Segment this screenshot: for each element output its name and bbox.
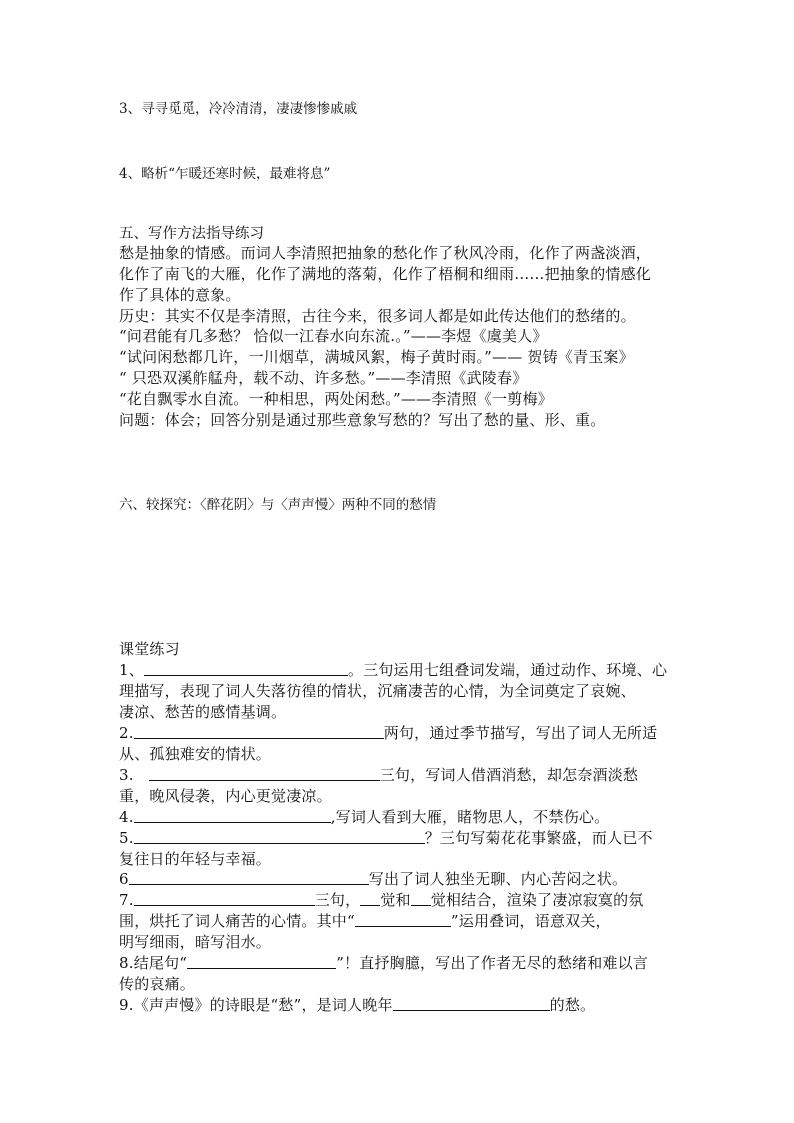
quote-line: “ 只恐双溪舴艋舟，载不动、许多愁。”——李清照《武陵春》 [119, 369, 528, 387]
exercise-number: 5. [119, 829, 134, 847]
exercise-7-cont: 围，烘托了词人痛苦的心情。其中“ ”运用叠词，语意双关， [119, 912, 611, 930]
exercise-3-cont: 重，晚风侵袭，内心更觉凄凉。 [119, 787, 332, 805]
exercise-2: 2. 两句，通过季节描写，写出了词人无所适 [119, 724, 658, 742]
exercise-number: 4. [119, 808, 134, 826]
exercise-9: 9.《声声慢》的诗眼是“愁”，是词人晚年 的愁。 [119, 996, 596, 1014]
answer-blank[interactable] [187, 954, 336, 969]
practice-title: 课堂练习 [119, 640, 180, 658]
exercise-1-cont: 凄凉、愁苦的感情基调。 [119, 703, 287, 721]
section-5-intro-line: 化作了南飞的大雁，化作了满地的落菊，化作了梧桐和细雨……把抽象的情感化 [119, 265, 652, 283]
exercise-7-cont: 明写细雨，暗写泪水。 [119, 933, 272, 951]
exercise-number: 1、 [119, 661, 144, 679]
answer-blank[interactable] [411, 891, 431, 906]
question-4: 4、略析“乍暖还寒时候，最难将息” [119, 166, 331, 182]
question-3: 3、寻寻觅觅，冷冷清清，凄凄惨惨戚戚 [119, 101, 358, 117]
exercise-1-cont: 理描写，表现了词人失落彷徨的情状，沉痛凄苦的心情，为全词奠定了哀婉、 [119, 682, 636, 700]
answer-blank[interactable] [134, 724, 384, 739]
answer-blank[interactable] [134, 808, 331, 823]
section-5-question: 问题：体会；回答分别是通过那些意象写愁的？写出了愁的量、形、重。 [119, 411, 606, 429]
exercise-2-cont: 从、孤独难安的情状。 [119, 745, 272, 763]
answer-blank[interactable] [393, 996, 550, 1011]
answer-blank[interactable] [360, 891, 380, 906]
exercise-7: 7. 三句， 觉和 觉相结合，渲染了凄凉寂寞的氛 [119, 891, 644, 909]
answer-blank[interactable] [129, 870, 369, 885]
quote-line: “花自飘零水自流。一种相思，两处闲愁。”——李清照《一剪梅》 [119, 390, 553, 408]
answer-blank[interactable] [134, 829, 425, 844]
exercise-number: 3. [119, 766, 134, 784]
answer-blank[interactable] [144, 661, 348, 676]
exercise-5: 5. ？三句写菊花花事繁盛，而人已不 [119, 829, 653, 847]
exercise-6: 6 写出了词人独坐无聊、内心苦闷之状。 [119, 870, 628, 888]
section-5-history: 历史：其实不仅是李清照，古往今来，很多词人都是如此传达他们的愁绪的。 [119, 307, 636, 325]
exercise-number: 6 [119, 870, 129, 888]
exercise-8-cont: 传的哀痛。 [119, 975, 196, 993]
section-5-intro-line: 愁是抽象的情感。而词人李清照把抽象的愁化作了秋风冷雨，化作了两盏淡酒， [119, 244, 652, 262]
quote-line: “试问闲愁都几许，一川烟草，满城风絮，梅子黄时雨。”—— 贺铸《青玉案》 [119, 348, 634, 366]
exercise-5-cont: 复往日的年轻与幸福。 [119, 850, 272, 868]
exercise-4: 4. ,写词人看到大雁，睹物思人，不禁伤心。 [119, 808, 610, 826]
answer-blank[interactable] [355, 912, 451, 927]
exercise-8: 8.结尾句“ ”！直抒胸臆，写出了作者无尽的愁绪和难以言 [119, 954, 649, 972]
exercise-number: 7. [119, 891, 134, 909]
section-5-heading: 五、写作方法指导练习 [119, 226, 264, 242]
answer-blank[interactable] [134, 891, 315, 906]
section-6-heading: 六、较探究：〈醉花阴〉与〈声声慢〉两种不同的愁情 [119, 497, 437, 513]
quote-line: “问君能有几多愁？ 恰似一江春水向东流.。”——李煜《虞美人》 [119, 327, 548, 345]
exercise-number: 2. [119, 724, 134, 742]
answer-blank[interactable] [149, 766, 380, 781]
exercise-1: 1、 。三句运用七组叠词发端，通过动作、环境、心 [119, 661, 668, 679]
exercise-3: 3. 三句，写词人借酒消愁，却怎奈酒淡愁 [119, 766, 639, 784]
section-5-intro-line: 作了具体的意象。 [119, 286, 241, 304]
